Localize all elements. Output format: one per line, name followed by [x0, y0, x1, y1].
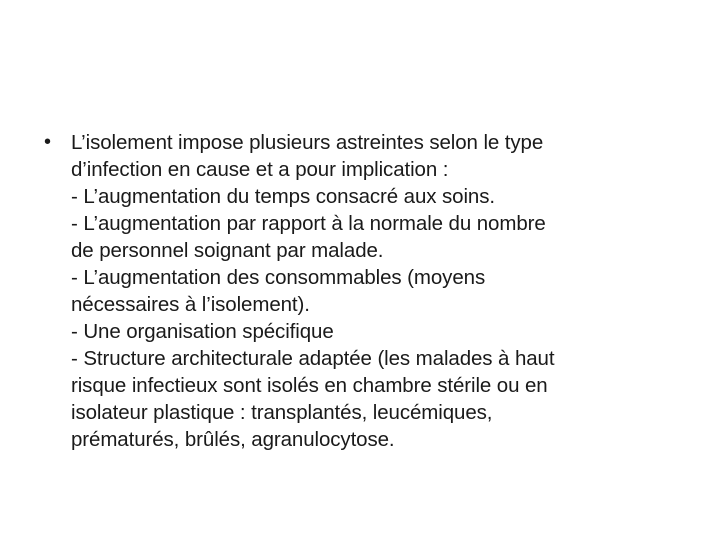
slide-body: [44, 129, 694, 453]
text-line: nécessaires à l’isolement).: [71, 293, 310, 316]
text-line: - L’augmentation du temps consacré aux soins.: [71, 185, 495, 208]
text-line: - L’augmentation par rapport à la normale du nombre: [71, 212, 546, 235]
text-line: isolateur plastique : transplantés, leucémiques,: [71, 401, 493, 424]
bullet-item: [44, 129, 694, 453]
text-line: - L’augmentation des consommables (moyens: [71, 266, 486, 289]
text-line: - Une organisation spécifique: [71, 320, 334, 343]
text-line: risque infectieux sont isolés en chambre stérile ou en: [71, 374, 548, 397]
text-line: d’infection en cause et a pour implication :: [71, 158, 449, 181]
text-line: de personnel soignant par malade.: [71, 239, 384, 262]
text-line: - Structure architecturale adaptée (les malades à haut: [71, 347, 555, 370]
bullet-icon: •: [44, 131, 51, 153]
text-line: prématurés, brûlés, agranulocytose.: [71, 428, 395, 451]
text-line: L’isolement impose plusieurs astreintes selon le type: [71, 131, 544, 154]
